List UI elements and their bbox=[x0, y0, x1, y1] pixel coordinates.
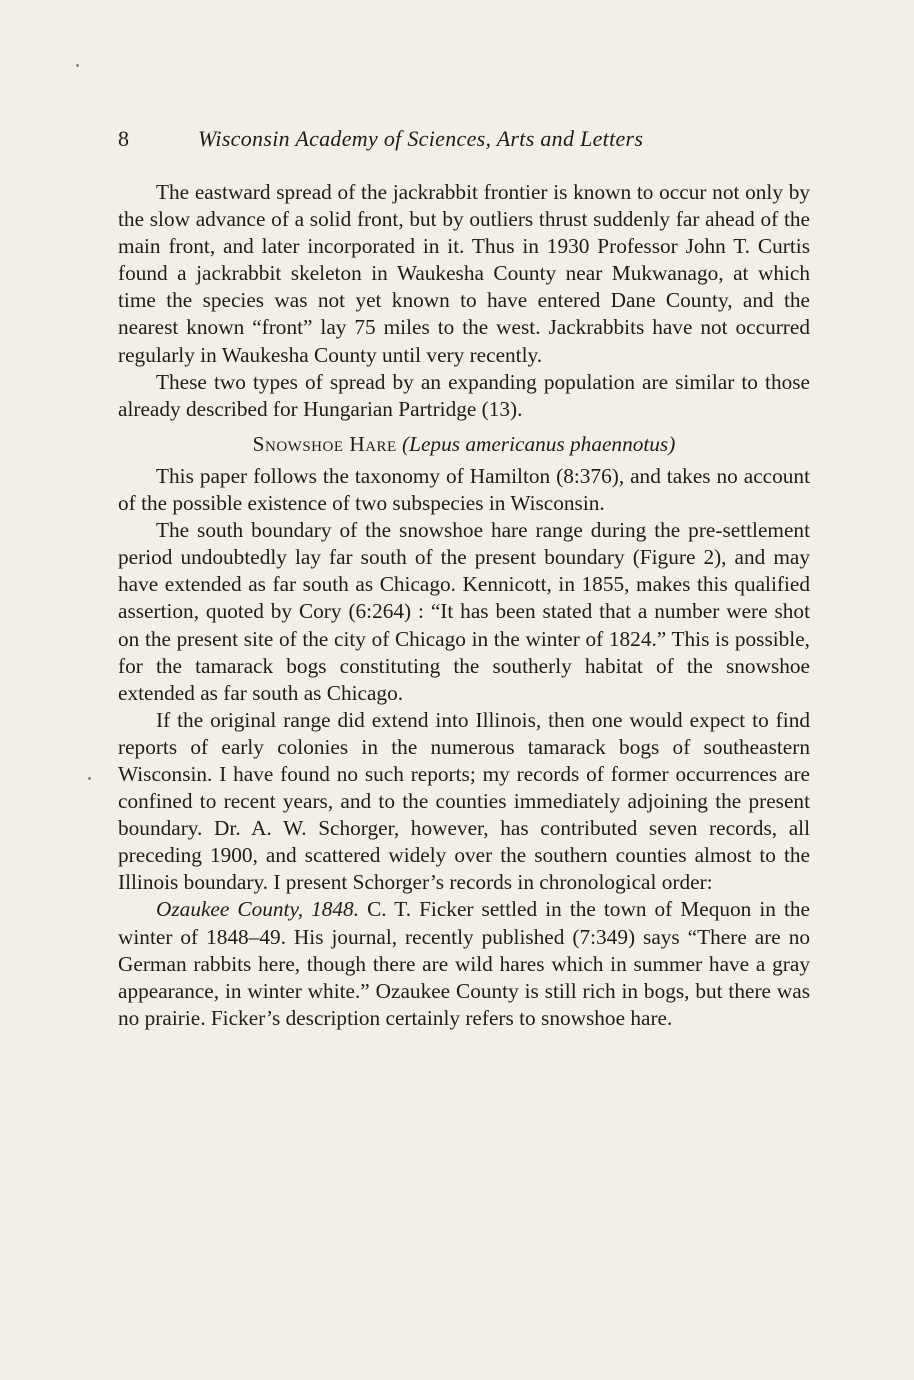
record-lead: Ozaukee County, 1848. bbox=[156, 897, 360, 922]
paragraph: This paper follows the taxonomy of Hamilton (8:376), and takes no account of the possible existence of two subspecies in Wisconsin. bbox=[118, 463, 810, 516]
section-heading bbox=[118, 431, 810, 458]
record-paragraph bbox=[118, 896, 810, 1031]
running-title: Wisconsin Academy of Sciences, Arts and Letters bbox=[198, 126, 644, 151]
page-number: 8 bbox=[118, 126, 129, 151]
paragraph: The south boundary of the snowshoe hare range during the pre-settlement period undoubtedly lay far south of the present boundary (Figure 2), and may have extended as far south as Chicago. Kennicott, in 1855, makes this qualified assertion, quoted by Cory (6:264) : “It has been stated that a number were shot on the present site of the city of Chicago in the winter of 1824.” This is possible, for the tamarack bogs constituting the southerly habitat of the snowshoe extended as far south as Chicago. bbox=[118, 518, 810, 705]
paragraph: These two types of spread by an expanding population are similar to those already described for Hungarian Partridge (13). bbox=[118, 369, 810, 421]
paragraph: The eastward spread of the jackrabbit frontier is known to occur not only by the slow advance of a solid front, but by outliers thrust suddenly far ahead of the main front, and later incorporated in it. Thus in 1930 Professor John T. Curtis found a jackrabbit skeleton in Waukesha County near Mukwanago, at which time the species was not yet known to have entered Dane County, and the nearest known “front” lay 75 miles to the west. Jackrabbits have not occurred regularly in Waukesha County until very recently. bbox=[118, 180, 810, 367]
paragraph: If the original range did extend into Illinois, then one would expect to find reports of early colonies in the numerous tamarack bogs of southeastern Wisconsin. I have found no such reports; my records of former occurrences are confined to recent years, and to the counties immediately adjoining the present boundary. Dr. A. W. Schorger, however, has contributed seven records, all preceding 1900, and scattered widely over the southern counties almost to the Illinois boundary. I present Schorger’s records in chronological order: bbox=[118, 707, 810, 895]
section-heading-common-name: Snowshoe Hare bbox=[252, 431, 397, 456]
body-text bbox=[118, 179, 810, 1032]
running-header bbox=[118, 124, 810, 154]
page-speck bbox=[76, 64, 79, 67]
section-heading-latin-name: (Lepus americanus phaennotus) bbox=[402, 431, 676, 456]
record-text: C. T. Ficker settled in the town of Mequon in the winter of 1848–49. His journal, recently published (7:349) says “There are no German rabbits here, though there are wild hares which in summer have a gray appearance, in winter white.” Ozaukee County is still rich in bogs, but there was no prairie. Ficker’s description certainly refers to snowshoe hare. bbox=[118, 897, 811, 1030]
page-speck bbox=[88, 777, 91, 780]
